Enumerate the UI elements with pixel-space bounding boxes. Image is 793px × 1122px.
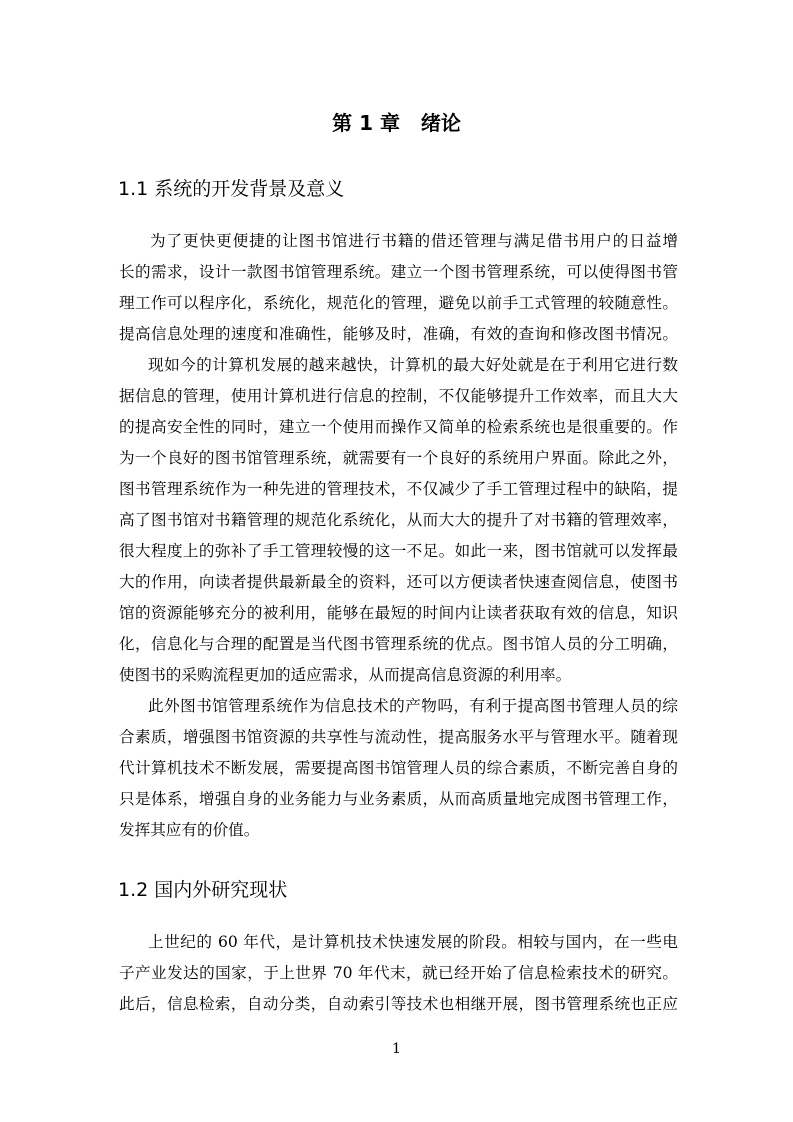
text-line: 图书管理系统作为一种先进的管理技术，不仅减少了手工管理过程中的缺陷，提 [119,480,678,498]
text-line: 发挥其应有的价值。 [119,821,260,839]
paragraph [119,691,678,846]
text-line: 代计算机技术不断发展，需要提高图书馆管理人员的综合素质，不断完善自身的 [119,759,678,777]
text-line: 现如今的计算机发展的越来越快，计算机的最大好处就是在于利用它进行数 [148,356,678,374]
text-line: 为了更快更便捷的让图书馆进行书籍的借还管理与满足借书用户的日益增 [150,232,678,250]
text-line: 的提高安全性的同时，建立一个使用而操作又简单的检索系统也是很重要的。作 [119,418,678,436]
paragraph [119,350,678,691]
paragraph [119,226,678,350]
text-line: 理工作可以程序化，系统化，规范化的管理，避免以前手工式管理的较随意性。 [119,294,678,312]
text-line: 据信息的管理，使用计算机进行信息的控制，不仅能够提升工作效率，而且大大 [119,387,678,405]
paragraph [119,927,678,1020]
text-line: 为一个良好的图书馆管理系统，就需要有一个良好的系统用户界面。除此之外， [119,449,678,467]
page-number: 1 [392,1041,401,1057]
text-line: 此外图书馆管理系统作为信息技术的产物吗，有利于提高图书管理人员的综 [148,697,678,715]
text-line: 使图书的采购流程更加的适应需求，从而提高信息资源的利用率。 [119,666,572,684]
section-1-1-body [119,226,678,846]
text-line: 提高信息处理的速度和准确性，能够及时，准确，有效的查询和修改图书情况。 [119,325,678,343]
text-line: 长的需求，设计一款图书馆管理系统。建立一个图书管理系统，可以使得图书管 [119,263,678,281]
section-title-1-1: 1.1 系统的开发背景及意义 [118,178,345,200]
section-title-1-2: 1.2 国内外研究现状 [118,879,288,901]
text-line: 只是体系，增强自身的业务能力与业务素质，从而高质量地完成图书管理工作， [119,790,678,808]
chapter-title: 第 1 章 绪论 [332,111,461,135]
text-line: 子产业发达的国家，于上世界 70 年代末，就已经开始了信息检索技术的研究。 [119,964,678,982]
text-line: 化，信息化与合理的配置是当代图书管理系统的优点。图书馆人员的分工明确， [119,635,678,653]
text-line: 上世纪的 60 年代，是计算机技术快速发展的阶段。相较与国内，在一些电 [148,933,678,951]
text-line: 合素质，增强图书馆资源的共享性与流动性，提高服务水平与管理水平。随着现 [119,728,678,746]
section-1-2-body [119,927,678,1020]
text-line: 很大程度上的弥补了手工管理较慢的这一不足。如此一来，图书馆就可以发挥最 [119,542,678,560]
text-line: 馆的资源能够充分的被利用，能够在最短的时间内让读者获取有效的信息，知识 [119,604,678,622]
text-line: 此后，信息检索，自动分类，自动索引等技术也相继开展，图书管理系统也正应 [119,995,678,1013]
text-line: 大的作用，向读者提供最新最全的资料，还可以方便读者快速查阅信息，使图书 [119,573,678,591]
text-line: 高了图书馆对书籍管理的规范化系统化，从而大大的提升了对书籍的管理效率， [119,511,678,529]
